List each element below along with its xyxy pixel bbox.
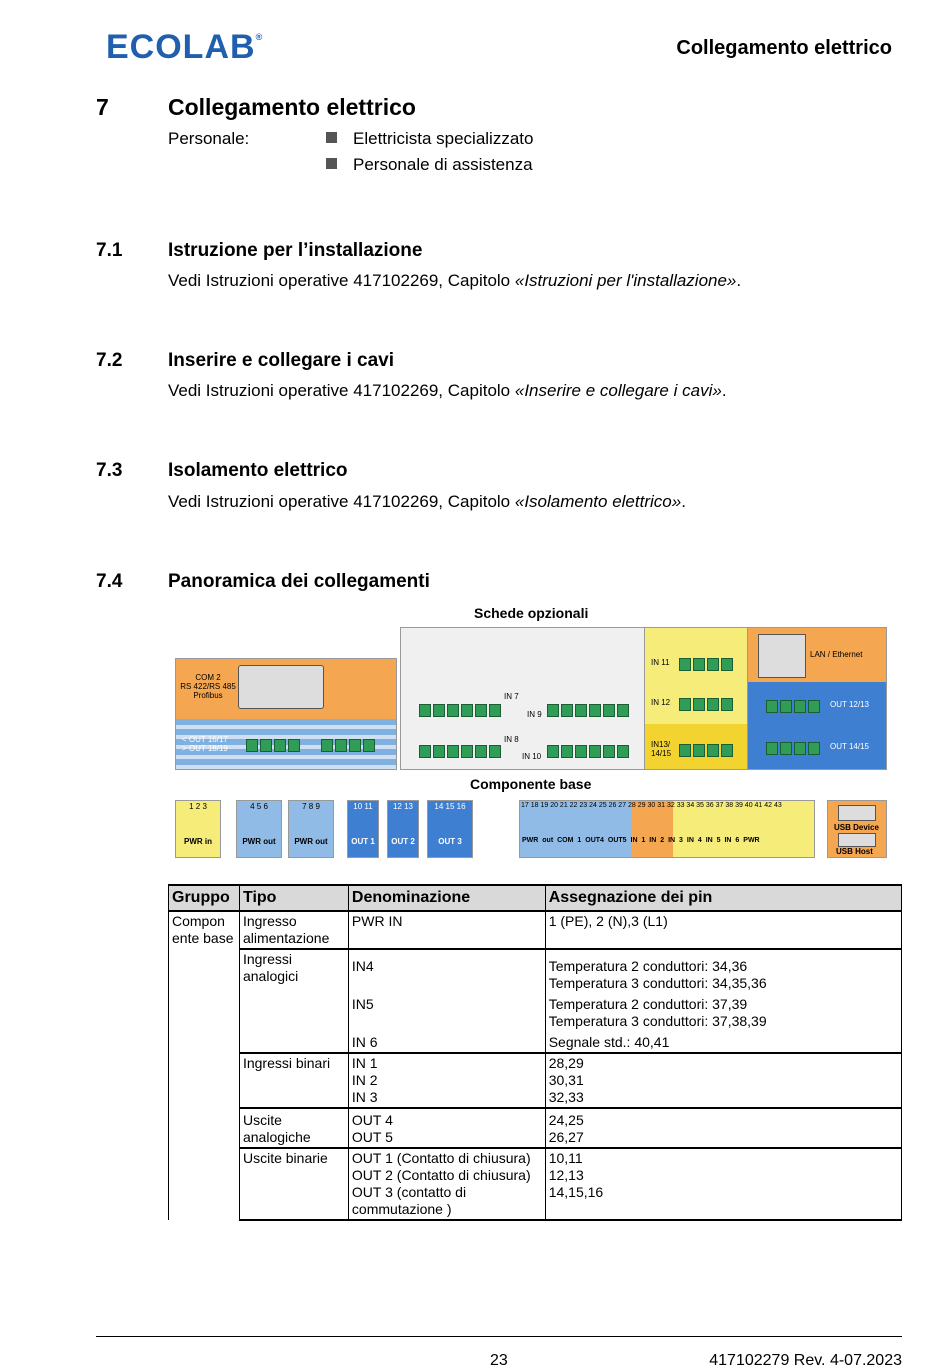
page-number: 23 [490,1352,508,1369]
in7-label: IN 7 [504,692,519,701]
den-cell: OUT 4 OUT 5 [348,1108,545,1148]
pin-cell: Segnale std.: 40,41 [545,1031,901,1053]
base-card-pwr-out: 4 5 6 PWR out [236,800,282,858]
optional-boards-label: Schede opzionali [474,605,589,621]
den-cell: IN5 [348,993,545,1031]
optional-board-in11 [644,627,749,770]
lan-label: LAN / Ethernet [810,650,863,659]
out1213-label: OUT 12/13 [830,700,869,709]
base-card-out2: 12 13 OUT 2 [387,800,419,858]
tipo-cell: Ingressi analogici [239,949,348,1053]
table-header-cell: Assegnazione dei pin [545,885,901,911]
den-cell: IN4 [348,949,545,993]
table-row [169,1148,902,1220]
personale-label: Personale: [168,129,250,148]
strip-numbers: 17 18 19 20 21 22 23 24 25 26 27 28 29 30 31 32 33 34 35 36 37 38 39 40 41 42 43 [521,802,782,809]
terminal-block [246,739,302,757]
terminal-block [766,742,822,760]
usb-host-label: USB Host [836,847,873,856]
pin-cell: Temperatura 2 conduttori: 34,36 Temperatura 3 conduttori: 34,35,36 [545,949,901,993]
in13-label: IN13/ 14/15 [651,740,672,758]
in8-label: IN 8 [504,735,519,744]
subsection-title: Isolamento elettrico [168,460,348,481]
section-number: 7 [96,94,109,120]
terminal-block [547,745,631,763]
usb-board [827,800,887,858]
optional-board-in [400,627,646,770]
chapter-reference: «Isolamento elettrico» [514,492,682,511]
tipo-cell: Ingressi binari [239,1053,348,1108]
bullet-icon [326,158,337,169]
pin-cell: Temperatura 2 conduttori: 37,39 Temperatura 3 conduttori: 37,38,39 [545,993,901,1031]
terminal-block [679,744,735,762]
section-title: Collegamento elettrico [168,94,416,120]
table-header-row [169,885,902,911]
terminal-block [679,698,735,716]
table-header-cell: Denominazione [348,885,545,911]
table-row [169,1108,902,1148]
usb-host-port [838,833,876,847]
subsection-text: Vedi Istruzioni operative 417102269, Capitolo «Inserire e collegare i cavi». [168,381,727,400]
com2-connector [238,665,324,709]
table-header-cell: Tipo [239,885,348,911]
base-card-out3: 14 15 16 OUT 3 [427,800,473,858]
terminal-block [547,704,631,722]
subsection-number: 7.1 [96,240,123,261]
terminal-block [766,700,822,718]
den-cell: IN 6 [348,1031,545,1053]
pin-cell: 24,25 26,27 [545,1108,901,1148]
tipo-cell: Uscite analogiche [239,1108,348,1148]
base-card-pwr-in: 1 2 3 PWR in [175,800,221,858]
table-row [169,949,902,993]
ecolab-logo: ECOLAB® [106,28,264,66]
optional-board-lan [747,627,887,770]
usb-device-label: USB Device [834,823,879,832]
in10-label: IN 10 [522,752,542,761]
pin-cell: 28,29 30,31 32,33 [545,1053,901,1108]
strip-labels: PWR out COM 1 OUT4 OUT5 IN 1 IN 2 IN 3 IN 4 IN 5 IN 6 PWR [522,837,760,844]
chapter-reference: «Istruzioni per l'installazione» [514,271,737,290]
personale-item: Elettricista specializzato [326,129,533,149]
subsection-title: Istruzione per l’installazione [168,240,423,261]
tipo-cell: Uscite binarie [239,1148,348,1220]
group-cell: Compon ente base [169,911,240,1220]
ethernet-port [758,634,806,678]
pin-assignment-table [168,884,902,1221]
subsection-number: 7.4 [96,571,123,592]
subsection-number: 7.3 [96,460,123,481]
chapter-reference: «Inserire e collegare i cavi» [514,381,722,400]
table-header-cell: Gruppo [169,885,240,911]
com2-board [175,658,397,770]
in11-label: IN 11 [651,658,670,667]
base-terminal-strip [519,800,815,858]
tipo-cell: Ingresso alimentazione [239,911,348,949]
den-cell: PWR IN [348,911,545,949]
footer-divider [96,1336,902,1337]
document-reference: 417102279 Rev. 4-07.2023 [709,1352,902,1369]
com2-label: COM 2 RS 422/RS 485 Profibus [180,673,236,700]
table-row [169,911,902,949]
den-cell: IN 1 IN 2 IN 3 [348,1053,545,1108]
den-cell: OUT 1 (Contatto di chiusura) OUT 2 (Contatto di chiusura) OUT 3 (contatto di commutazione ) [348,1148,545,1220]
pin-cell: 10,11 12,13 14,15,16 [545,1148,901,1220]
subsection-text: Vedi Istruzioni operative 417102269, Capitolo «Isolamento elettrico». [168,492,686,511]
terminal-block [419,745,503,763]
header-title: Collegamento elettrico [676,37,892,59]
terminal-block [679,658,735,676]
pin-cell: 1 (PE), 2 (N),3 (L1) [545,911,901,949]
subsection-title: Inserire e collegare i cavi [168,350,395,371]
out-left-label: < OUT 16/17 > OUT 18/19 [182,735,228,753]
in12-label: IN 12 [651,698,671,707]
subsection-title: Panoramica dei collegamenti [168,571,430,592]
usb-device-port [838,805,876,821]
base-card-out1: 10 11 OUT 1 [347,800,379,858]
in9-label: IN 9 [527,710,542,719]
terminal-block [419,704,503,722]
terminal-block [321,739,377,757]
subsection-number: 7.2 [96,350,123,371]
out1415-label: OUT 14/15 [830,742,869,751]
base-component-label: Componente base [470,776,592,792]
subsection-text: Vedi Istruzioni operative 417102269, Capitolo «Istruzioni per l'installazione». [168,271,742,290]
table-row [169,1053,902,1108]
base-card-pwr-out: 7 8 9 PWR out [288,800,334,858]
personale-item: Personale di assistenza [326,155,533,175]
bullet-icon [326,132,337,143]
